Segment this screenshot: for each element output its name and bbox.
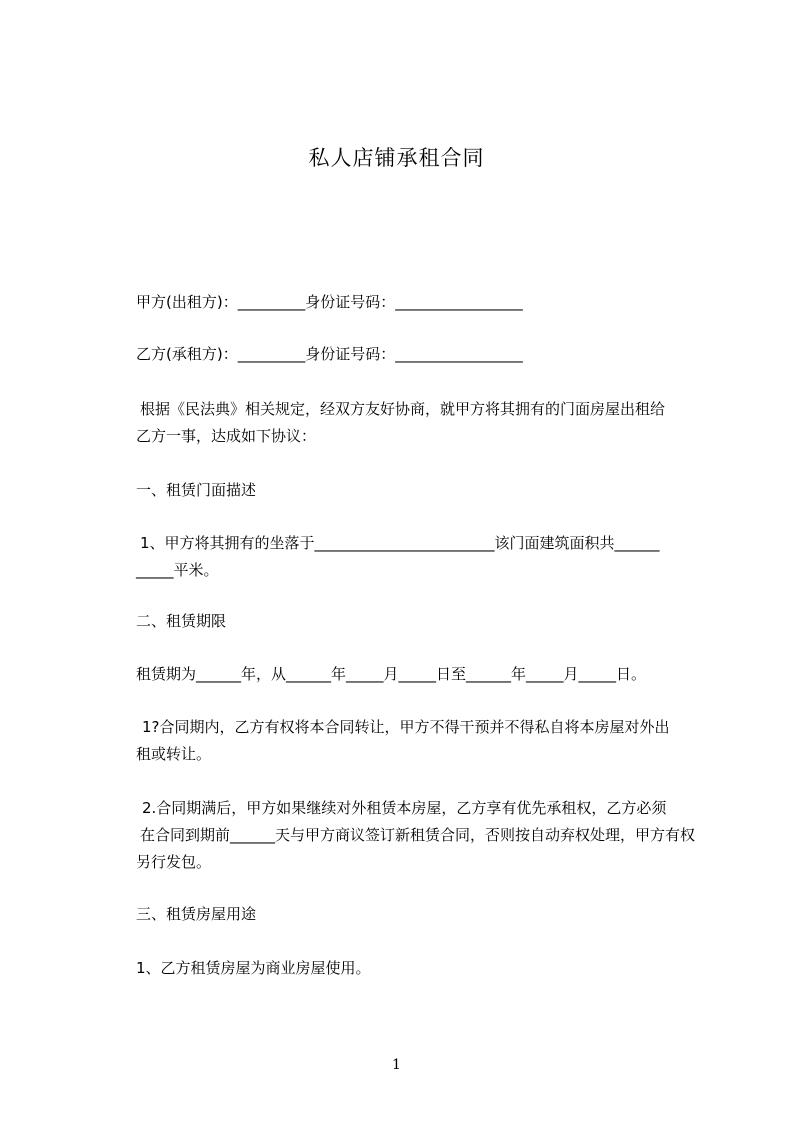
paragraph-line: 在合同到期前______天与甲方商议签订新租赁合同，否则按自动弃权处理，甲方有权 [140, 826, 696, 844]
page-number: 1 [392, 1057, 401, 1073]
party-b-line: 乙方(承租方)：_________身份证号码：_________________ [136, 345, 523, 363]
section-heading: 三、租赁房屋用途 [136, 905, 257, 923]
paragraph-line: 另行发包。 [136, 853, 212, 871]
section-heading: 一、租赁门面描述 [136, 481, 257, 499]
paragraph-line: 1?合同期内，乙方有权将本合同转让，甲方不得干预并不得私自将本房屋对外出 [142, 718, 670, 736]
document-title: 私人店铺承租合同 [308, 146, 485, 170]
preamble-line: 乙方一事，达成如下协议： [136, 427, 317, 445]
paragraph-line: _____平米。 [136, 561, 219, 579]
party-a-line: 甲方(出租方)：_________身份证号码：_________________ [136, 293, 523, 311]
paragraph-line: 1、乙方租赁房屋为商业房屋使用。 [136, 959, 371, 977]
paragraph-line: 1、甲方将其拥有的坐落于________________________该门面建筑面积共______ [140, 534, 660, 552]
lease-term-line: 租赁期为______年，从______年_____月_____日至______年_____月_____日。 [136, 665, 647, 683]
paragraph-line: 租或转让。 [136, 745, 212, 763]
section-heading: 二、租赁期限 [136, 612, 227, 630]
paragraph-line: 2.合同期满后，甲方如果继续对外租赁本房屋，乙方享有优先承租权，乙方必须 [142, 799, 667, 817]
preamble-line: 根据《民法典》相关规定，经双方友好协商，就甲方将其拥有的门面房屋出租给 [140, 400, 666, 418]
